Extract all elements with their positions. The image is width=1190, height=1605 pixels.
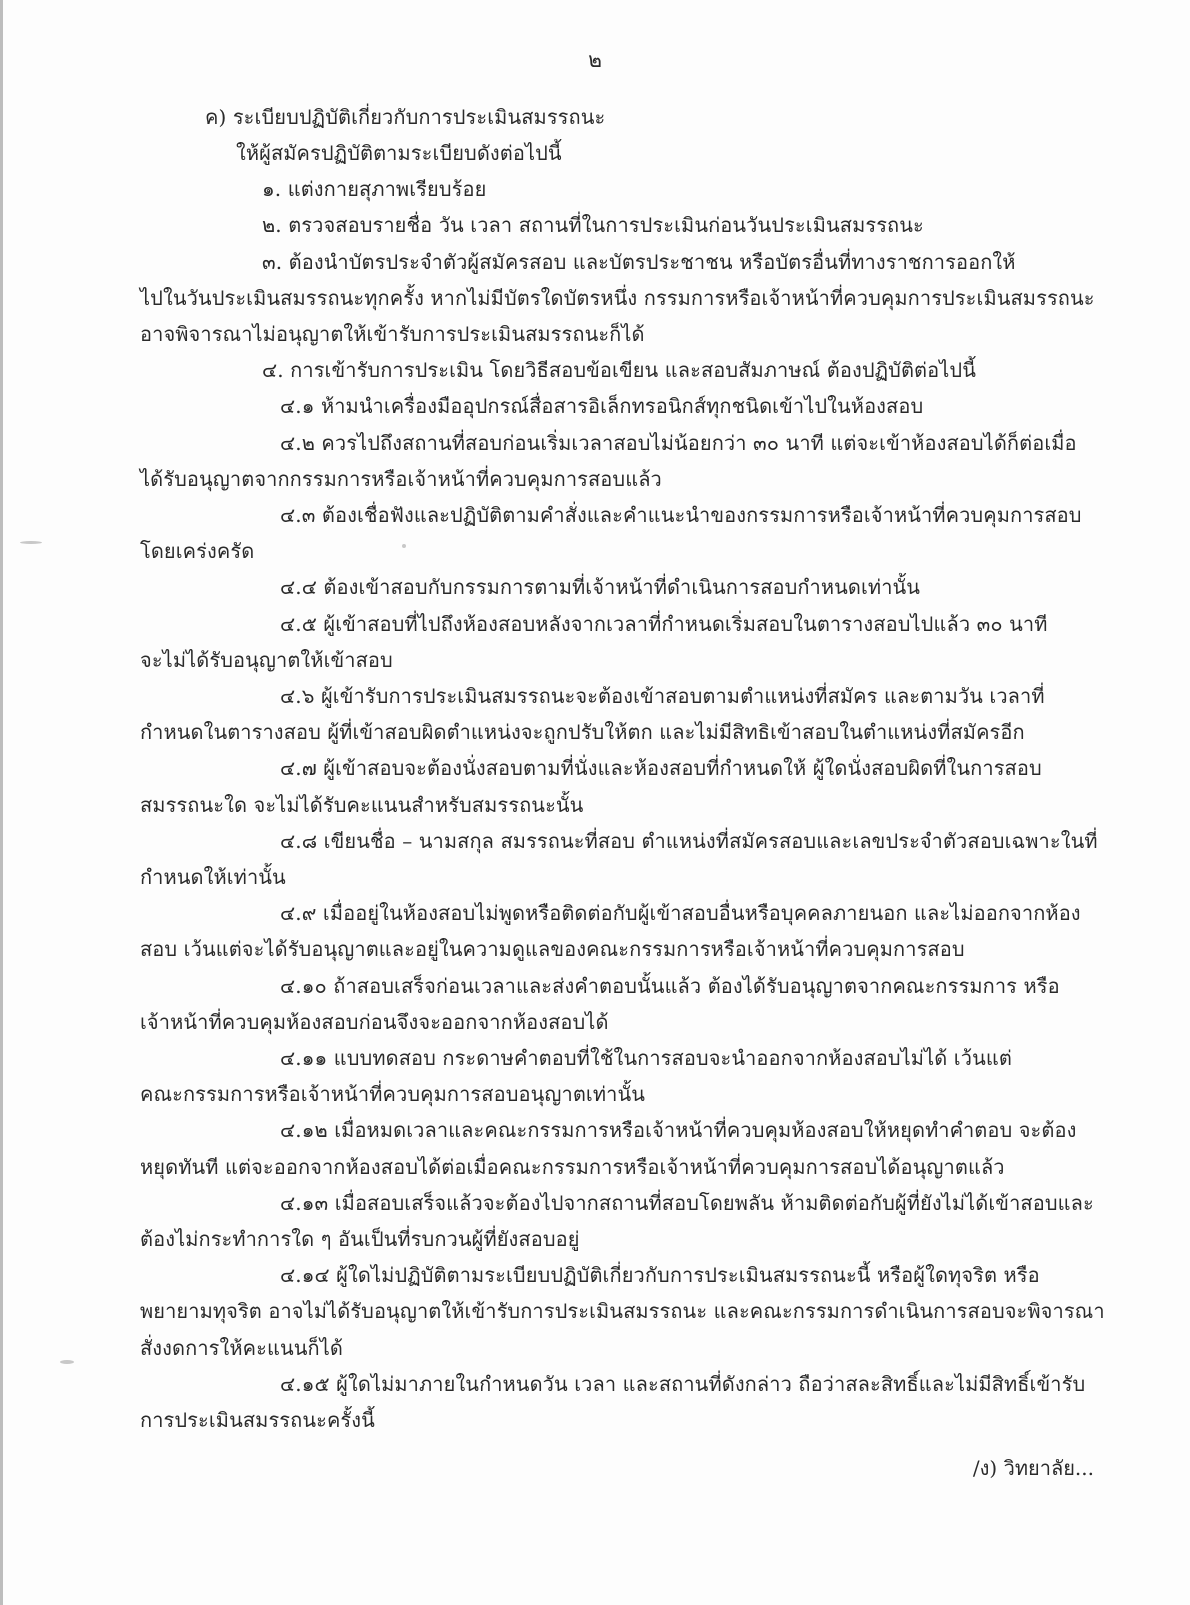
paragraph-line: สั่งงดการให้คะแนนก็ได้ [140, 1336, 343, 1360]
paragraph-line: กำหนดในตารางสอบ ผู้ที่เข้าสอบผิดตำแหน่งจะถูกปรับให้ตก และไม่มีสิทธิเข้าสอบในตำแหน่งที่สมัครอีก [140, 720, 1025, 744]
paragraph-line: สมรรถนะใด จะไม่ได้รับคะแนนสำหรับสมรรถนะนั้น [140, 793, 584, 817]
paragraph-line: ให้ผู้สมัครปฏิบัติตามระเบียบดังต่อไปนี้ [236, 141, 562, 165]
paragraph-line: ได้รับอนุญาตจากกรรมการหรือเจ้าหน้าที่ควบคุมการสอบแล้ว [140, 467, 662, 491]
paragraph-line: สอบ เว้นแต่จะได้รับอนุญาตและอยู่ในความดูแลของคณะกรรมการหรือเจ้าหน้าที่ควบคุมการสอบ [140, 937, 965, 961]
sub-list-item: ๔.๓ ต้องเชื่อฟังและปฏิบัติตามคำสั่งและคำแนะนำของกรรมการหรือเจ้าหน้าที่ควบคุมการสอบ [280, 503, 1082, 527]
sub-list-item: ๔.๘ เขียนชื่อ – นามสกุล สมรรถนะที่สอบ ตำแหน่งที่สมัครสอบและเลขประจำตัวสอบเฉพาะในที่ [280, 829, 1098, 853]
scan-speck [60, 1360, 74, 1364]
list-item: ๑. แต่งกายสุภาพเรียบร้อย [262, 177, 487, 201]
sub-list-item: ๔.๑ ห้ามนำเครื่องมืออุปกรณ์สื่อสารอิเล็กทรอนิกส์ทุกชนิดเข้าไปในห้องสอบ [280, 394, 924, 418]
scan-speck [20, 541, 42, 544]
paragraph-line: อาจพิจารณาไม่อนุญาตให้เข้ารับการประเมินสมรรถนะก็ได้ [140, 322, 645, 346]
list-item: ๔. การเข้ารับการประเมิน โดยวิธีสอบข้อเขียน และสอบสัมภาษณ์ ต้องปฏิบัติต่อไปนี้ [262, 358, 976, 382]
sub-list-item: ๔.๑๑ แบบทดสอบ กระดาษคำตอบที่ใช้ในการสอบจะนำออกจากห้องสอบไม่ได้ เว้นแต่ [280, 1046, 1012, 1070]
paragraph-line: จะไม่ได้รับอนุญาตให้เข้าสอบ [140, 648, 393, 672]
sub-list-item: ๔.๑๒ เมื่อหมดเวลาและคณะกรรมการหรือเจ้าหน้าที่ควบคุมห้องสอบให้หยุดทำคำตอบ จะต้อง [280, 1118, 1077, 1142]
list-item: ๓. ต้องนำบัตรประจำตัวผู้สมัครสอบ และบัตรประชาชน หรือบัตรอื่นที่ทางราชการออกให้ [262, 250, 1016, 274]
sub-list-item: ๔.๔ ต้องเข้าสอบกับกรรมการตามที่เจ้าหน้าที่ดำเนินการสอบกำหนดเท่านั้น [280, 575, 921, 599]
paragraph-line: โดยเคร่งครัด [140, 539, 255, 563]
sub-list-item: ๔.๑๓ เมื่อสอบเสร็จแล้วจะต้องไปจากสถานที่สอบโดยพลัน ห้ามติดต่อกับผู้ที่ยังไม่ได้เข้าสอบและ [280, 1191, 1094, 1215]
sub-list-item: ๔.๕ ผู้เข้าสอบที่ไปถึงห้องสอบหลังจากเวลาที่กำหนดเริ่มสอบในตารางสอบไปแล้ว ๓๐ นาที [280, 612, 1048, 636]
continuation-note: /ง) วิทยาลัย... [972, 1456, 1094, 1480]
paragraph-line: หยุดทันที แต่จะออกจากห้องสอบได้ต่อเมื่อคณะกรรมการหรือเจ้าหน้าที่ควบคุมการสอบได้อนุญาตแล้ว [140, 1155, 1005, 1179]
paragraph-line: เจ้าหน้าที่ควบคุมห้องสอบก่อนจึงจะออกจากห้องสอบได้ [140, 1010, 609, 1034]
sub-list-item: ๔.๑๕ ผู้ใดไม่มาภายในกำหนดวัน เวลา และสถานที่ดังกล่าว ถือว่าสละสิทธิ์และไม่มีสิทธิ์เข้ารับ [280, 1372, 1086, 1396]
scan-edge [0, 0, 3, 1605]
paragraph-line: ต้องไม่กระทำการใด ๆ อันเป็นที่รบกวนผู้ที่ยังสอบอยู่ [140, 1227, 580, 1251]
sub-list-item: ๔.๒ ควรไปถึงสถานที่สอบก่อนเริ่มเวลาสอบไม่น้อยกว่า ๓๐ นาที แต่จะเข้าห้องสอบได้ก็ต่อเมื่อ [280, 431, 1077, 455]
sub-list-item: ๔.๙ เมื่ออยู่ในห้องสอบไม่พูดหรือติดต่อกับผู้เข้าสอบอื่นหรือบุคคลภายนอก และไม่ออกจากห้อง [280, 901, 1081, 925]
scan-speck [402, 544, 406, 548]
page-number: ๒ [588, 48, 602, 72]
section-heading: ค) ระเบียบปฏิบัติเกี่ยวกับการประเมินสมรรถนะ [205, 105, 606, 129]
sub-list-item: ๔.๖ ผู้เข้ารับการประเมินสมรรถนะจะต้องเข้าสอบตามตำแหน่งที่สมัคร และตามวัน เวลาที่ [280, 684, 1045, 708]
paragraph-line: การประเมินสมรรถนะครั้งนี้ [140, 1408, 375, 1432]
paragraph-line: คณะกรรมการหรือเจ้าหน้าที่ควบคุมการสอบอนุญาตเท่านั้น [140, 1082, 646, 1106]
paragraph-line: พยายามทุจริต อาจไม่ได้รับอนุญาตให้เข้ารับการประเมินสมรรถนะ และคณะกรรมการดำเนินการสอบจะพิจารณา [140, 1299, 1105, 1323]
paragraph-line: กำหนดให้เท่านั้น [140, 865, 286, 889]
sub-list-item: ๔.๗ ผู้เข้าสอบจะต้องนั่งสอบตามที่นั่งและห้องสอบที่กำหนดให้ ผู้ใดนั่งสอบผิดที่ในการสอบ [280, 756, 1042, 780]
sub-list-item: ๔.๑๐ ถ้าสอบเสร็จก่อนเวลาและส่งคำตอบนั้นแล้ว ต้องได้รับอนุญาตจากคณะกรรมการ หรือ [280, 974, 1060, 998]
list-item: ๒. ตรวจสอบรายชื่อ วัน เวลา สถานที่ในการประเมินก่อนวันประเมินสมรรถนะ [262, 213, 924, 237]
paragraph-line: ไปในวันประเมินสมรรถนะทุกครั้ง หากไม่มีบัตรใดบัตรหนึ่ง กรรมการหรือเจ้าหน้าที่ควบคุมการประเมินสมรรถนะ [140, 286, 1095, 310]
sub-list-item: ๔.๑๔ ผู้ใดไม่ปฏิบัติตามระเบียบปฏิบัติเกี่ยวกับการประเมินสมรรถนะนี้ หรือผู้ใดทุจริต หรือ [280, 1263, 1040, 1287]
